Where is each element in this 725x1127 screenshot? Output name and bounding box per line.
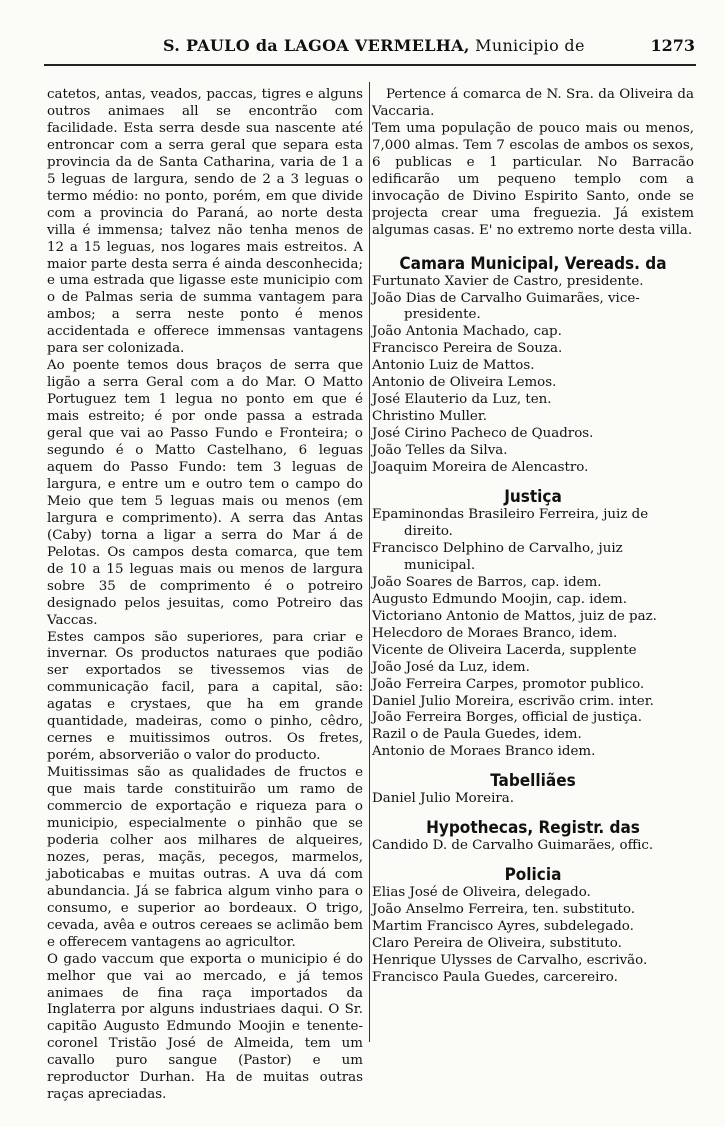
comarca-paragraph: Pertence á comarca de N. Sra. da Oliveira da Vaccaria. <box>372 87 694 119</box>
list-item: Augusto Edmundo Moojin, cap. idem. <box>372 591 627 607</box>
paragraph: Muitissimas são as qualidades de fructos e que mais tarde constituirão um ramo de commercio de exportação e riqueza para o municipio, especialmente o pinhão que se poderia colher aos milhares de alqueires, nozes, peras, maçãs, pecegos, marmelos, jaboticabas e muitas outras. A uva dá com abundancia. Já se fabrica algum vinho para o consumo, e superior ao bordeaux. O trigo, cevada, avêa e outros cereaes se aclimão bem e offerecem vantagens ao agricultor. <box>47 765 363 950</box>
list-item: João Ferreira Borges, official de justiça. <box>372 710 643 726</box>
list-item: Daniel Julio Moreira. <box>372 791 514 807</box>
list-item: Christino Muller. <box>372 409 488 425</box>
list-item: Razil o de Paula Guedes, idem. <box>372 727 582 743</box>
list-item: João Anselmo Ferreira, ten. substituto. <box>372 902 636 918</box>
list-item: João Telles da Silva. <box>372 443 508 459</box>
tabelliaes-list <box>372 791 694 808</box>
population-paragraph: Tem uma população de pouco mais ou menos, 7,000 almas. Tem 7 escolas de ambos os sexos, 6 publicas e 1 particular. No Barracão edificarão um pequeno templo com a invocação de Divino Espirito Santo, onde se projecta crear uma freguezia. Já existem algumas casas. E' no extremo norte desta villa. <box>372 120 694 238</box>
section-title-policia: Policia <box>504 865 562 886</box>
section-title-hypothecas: Hypothecas, Registr. das <box>426 818 640 839</box>
running-title-place: S. PAULO da LAGOA VERMELHA, <box>163 36 470 55</box>
list-item: José Elauterio da Luz, ten. <box>372 392 552 408</box>
policia-list <box>372 885 694 987</box>
list-item: Claro Pereira de Oliveira, substituto. <box>372 936 622 952</box>
page-number: 1273 <box>650 36 695 55</box>
camara-list <box>372 274 694 477</box>
list-item: Helecdoro de Moraes Branco, idem. <box>372 625 618 641</box>
list-item: Epaminondas Brasileiro Ferreira, juiz de direito. <box>372 507 649 539</box>
list-item: Antonio de Oliveira Lemos. <box>372 375 557 391</box>
paragraph: Estes campos são superiores, para criar e invernar. Os productos naturaes que podião ser exportados se tivessemos vias de communicação facil, para a capital, são: agatas e crystaes, que ha em grande quantidade, madeiras, como o pinho, cêdro, cernes e muitissimos outros. Os fretes, porém, absorverião o valor do producto. <box>47 629 363 764</box>
list-item: João Antonia Machado, cap. <box>372 324 562 340</box>
list-item: Furtunato Xavier de Castro, presidente. <box>372 273 644 289</box>
list-item: Francisco Pereira de Souza. <box>372 341 563 357</box>
list-item: Antonio Luiz de Mattos. <box>372 358 535 374</box>
list-item: Martim Francisco Ayres, subdelegado. <box>372 919 634 935</box>
list-item: Candido D. de Carvalho Guimarães, offic. <box>372 838 654 854</box>
hypothecas-list <box>372 838 694 855</box>
right-column <box>372 87 694 987</box>
paragraph: O gado vaccum que exporta o municipio é do melhor que vai ao mercado, e já temos animaes de fina raça importados da Inglaterra por alguns industriaes daqui. O Sr. capitão Augusto Edmundo Moojin e tenente-coronel Tristão José de Almeida, tem um cavallo puro sangue (Pastor) e um reproductor Durhan. Ha de muitas outras raças apreciadas. <box>47 951 363 1103</box>
paragraph: Ao poente temos dous braços de serra que ligão a serra Geral com a do Mar. O Matto Portuguez tem 1 legua no ponto em que é mais estreito; é por onde passa a estrada geral que vai ao Passo Fundo e Fronteira; o segundo é o Matto Castelhano, 6 leguas aquem do Passo Fundo: tem 3 leguas de largura, e entre um e outro tem o campo do Meio que tem 5 leguas mais ou menos (em largura e comprimento). A serra das Antas (Caby) torna a ligar a serra do Mar á de Pelotas. Os campos desta comarca, que tem de 10 a 15 leguas mais ou menos de largura sobre 35 de comprimento é o potreiro designado pelos jesuitas, como Potreiro das Vaccas. <box>47 358 363 628</box>
list-item: Elias José de Oliveira, delegado. <box>372 885 591 901</box>
left-column <box>47 87 363 1104</box>
paragraph: catetos, antas, veados, paccas, tigres e alguns outros animaes all se encontrão com facilidade. Esta serra desde sua nascente até entroncar com a serra geral que separa esta provincia da de Santa Catharina, varia de 1 a 5 leguas de largura, sendo de 2 a 3 leguas o termo médio: no ponto, porém, em que divide com a provincia do Paraná, ao norte desta villa é immensa; talvez não tenha menos de 12 a 15 leguas, nos logares mais estreitos. A maior parte desta serra é ainda desconhecida; e uma estrada que ligasse este municipio com o de Palmas seria de summa vantagem para ambos; a serra neste ponto é menos accidentada e offerece immensas vantagens para ser colonizada. <box>47 87 363 357</box>
list-item: Francisco Paula Guedes, carcereiro. <box>372 969 618 985</box>
page-header <box>0 36 725 60</box>
header-rule <box>44 64 696 66</box>
list-item: Daniel Julio Moreira, escrivão crim. inter. <box>372 693 654 709</box>
running-title-suffix: Municipio de <box>469 36 585 55</box>
list-item: João Ferreira Carpes, promotor publico. <box>372 676 645 692</box>
section-title-justica: Justiça <box>504 487 562 508</box>
list-item: Antonio de Moraes Branco idem. <box>372 744 596 760</box>
list-item: Francisco Delphino de Carvalho, juiz municipal. <box>372 540 623 573</box>
list-item: João Soares de Barros, cap. idem. <box>372 574 602 590</box>
running-title <box>163 36 585 55</box>
list-item: José Cirino Pacheco de Quadros. <box>372 426 594 442</box>
section-title-tabelliaes: Tabelliães <box>490 771 576 792</box>
column-divider <box>369 82 370 1042</box>
section-title-camara: Camara Municipal, Vereads. da <box>399 253 667 274</box>
list-item: Henrique Ulysses de Carvalho, escrivão. <box>372 953 648 969</box>
list-item: Victoriano Antonio de Mattos, juiz de paz. <box>372 608 657 624</box>
list-item: Joaquim Moreira de Alencastro. <box>372 460 589 476</box>
justica-list <box>372 507 694 761</box>
list-item: João Dias de Carvalho Guimarães, vice-presidente. <box>372 290 640 323</box>
list-item: João José da Luz, idem. <box>372 659 530 675</box>
list-item: Vicente de Oliveira Lacerda, supplente <box>372 642 637 658</box>
